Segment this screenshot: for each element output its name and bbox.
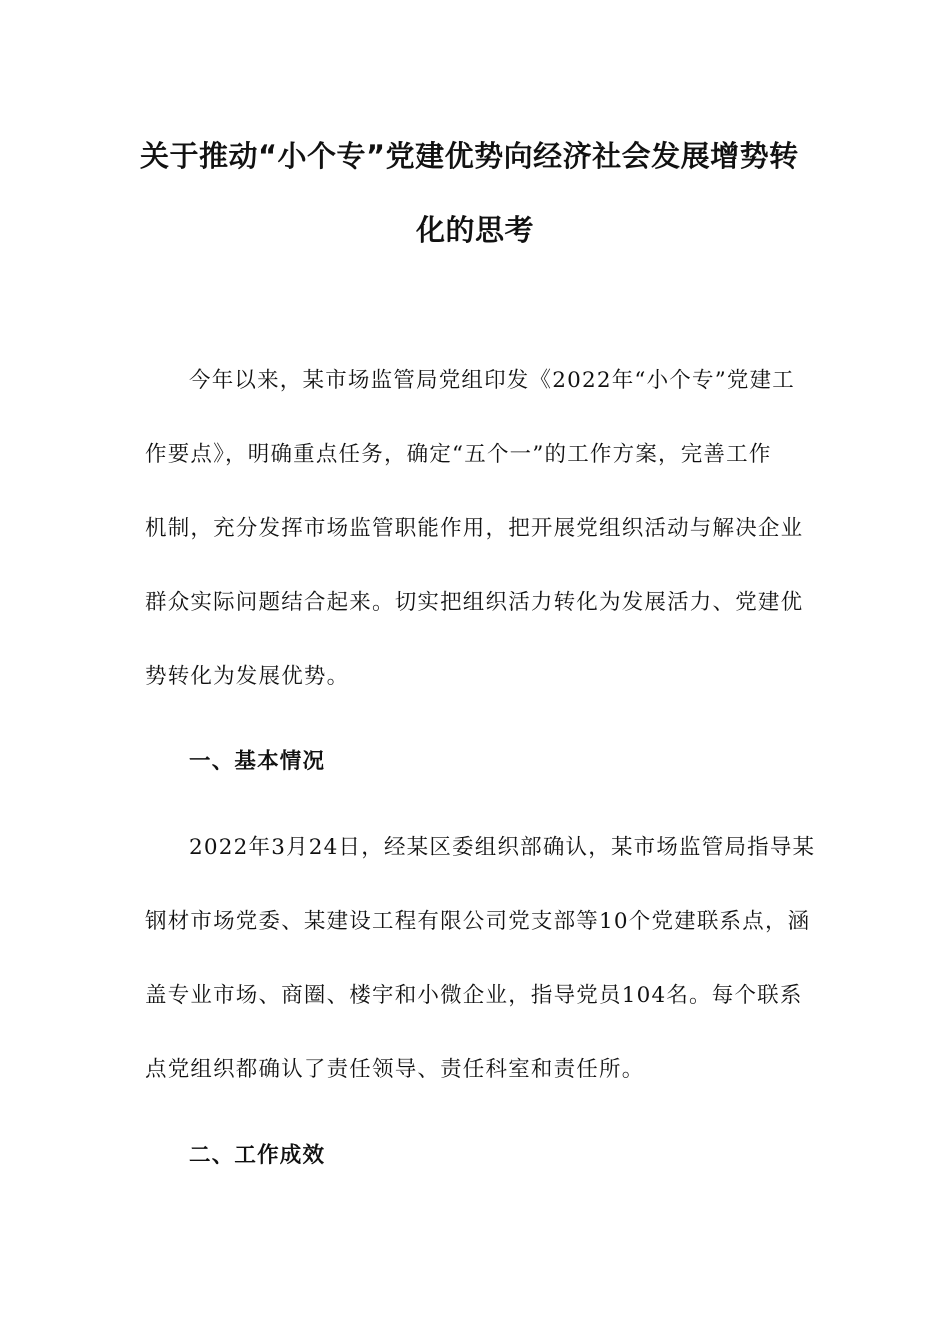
intro-paragraph-line: 今年以来，某市场监管局党组印发《2022年“小个专”党建工 — [189, 368, 796, 393]
intro-paragraph-line: 势转化为发展优势。 — [145, 664, 350, 689]
section1-paragraph-line: 2022年3月24日，经某区委组织部确认，某市场监管局指导某 — [189, 835, 816, 860]
section1-paragraph-line: 钢材市场党委、某建设工程有限公司党支部等10个党建联系点，涵 — [145, 909, 811, 934]
document-title-line-2: 化的思考 — [415, 213, 534, 247]
section-heading-basic-situation: 一、基本情况 — [189, 749, 326, 774]
section1-paragraph-line: 点党组织都确认了责任领导、责任科室和责任所。 — [145, 1057, 645, 1082]
document-title-line-1: 关于推动“小个专”党建优势向经济社会发展增势转 — [140, 139, 799, 173]
intro-paragraph-line: 作要点》，明确重点任务，确定“五个一”的工作方案，完善工作 — [145, 442, 772, 467]
intro-paragraph-line: 机制，充分发挥市场监管职能作用，把开展党组织活动与解决企业 — [145, 516, 804, 541]
section-heading-work-results: 二、工作成效 — [189, 1143, 326, 1168]
section1-paragraph-line: 盖专业市场、商圈、楼宇和小微企业，指导党员104名。每个联系 — [145, 983, 803, 1008]
intro-paragraph-line: 群众实际问题结合起来。切实把组织活力转化为发展活力、党建优 — [145, 590, 804, 615]
